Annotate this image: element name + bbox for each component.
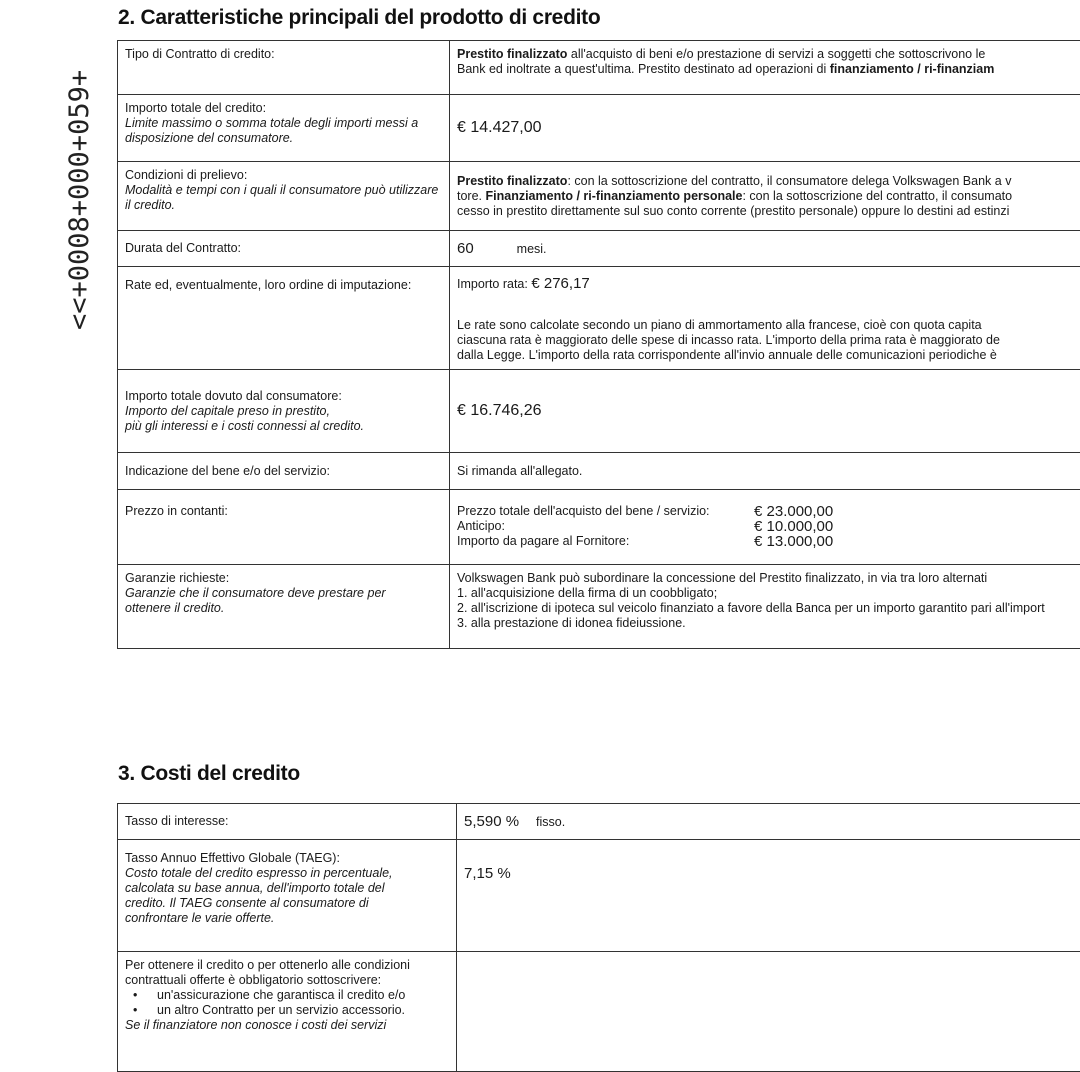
section-3-title: 3. Costi del credito [118,762,300,786]
label-cell [118,840,457,952]
row-description: confrontare le varie offerte. [125,911,449,926]
row-description: Costo totale del credito espresso in percentuale, [125,866,449,881]
row-tipo-contratto [118,41,1080,95]
margin-code-strip [62,0,110,330]
row-rate [118,267,1080,370]
label-cell [118,370,450,453]
text: tore. [457,189,486,203]
row-label: Indicazione del bene e/o del servizio: [125,464,330,478]
row-description: Modalità e tempi con i quali il consumatore può utilizzare il credito. [125,183,442,213]
margin-code: <<+0008+000+059+ [64,70,95,330]
row-description: più gli interessi e i costi connessi al credito. [125,419,442,434]
value-cell [457,952,1080,1072]
price-value: € 10.000,00 [754,519,894,534]
row-description: Importo del capitale preso in prestito, [125,404,442,419]
row-label: Garanzie richieste: [125,571,442,586]
amount-value: € 14.427,00 [457,119,542,136]
label-cell [118,41,450,95]
row-description: calcolata su base annua, dell'importo totale del [125,881,449,896]
value-cell [457,840,1080,952]
rate-note: fisso. [536,815,565,829]
value-cell [450,370,1080,453]
row-label: Tasso di interesse: [125,814,229,828]
row-obbligo-sottoscrizione [118,952,1080,1072]
price-key: Anticipo: [457,519,754,534]
duration-value: 60 [457,240,474,257]
text: Se il finanziatore non conosce i costi dei servizi [125,1018,449,1033]
list-item: 1. all'acquisizione della firma di un coobbligato; [457,586,1080,601]
installment-label: Importo rata: [457,277,528,291]
rate-value: 5,590 % [464,813,519,830]
price-key: Importo da pagare al Fornitore: [457,534,754,549]
value-cell [450,231,1080,267]
label-cell [118,804,457,840]
text: all'acquisto di beni e/o prestazione di servizi a soggetti che sottoscrivono le [567,47,985,61]
row-label: Importo totale dovuto dal consumatore: [125,389,442,404]
bullet-item: • un altro Contratto per un servizio accessorio. [125,1003,449,1018]
row-taeg [118,840,1080,952]
price-list [457,504,1080,549]
value-cell [450,95,1080,162]
value-cell [450,41,1080,95]
row-label: Durata del Contratto: [125,241,241,255]
text: ciascuna rata è maggiorato delle spese di incasso rata. L'importo della prima rata è maggiorato de [457,333,1080,348]
row-prezzo-contanti [118,490,1080,565]
row-importo-totale [118,95,1080,162]
row-condizioni-prelievo [118,162,1080,231]
label-cell [118,231,450,267]
row-bene-servizio [118,453,1080,490]
bold-term: finanziamento / ri-finanziam [830,62,995,76]
row-description: Limite massimo o somma totale degli importi messi a disposizione del consumatore. [125,116,442,146]
price-key: Prezzo totale dell'acquisto del bene / servizio: [457,504,754,519]
value-cell [450,490,1080,565]
label-cell [118,95,450,162]
label-cell [118,453,450,490]
section-2-table [117,40,1080,649]
row-label: Rate ed, eventualmente, loro ordine di imputazione: [125,278,411,292]
text: dalla Legge. L'importo della rata corrispondente all'invio annuale delle comunicazioni periodiche è [457,348,1080,363]
value-cell [450,267,1080,370]
duration-unit: mesi. [517,242,547,256]
label-cell [118,267,450,370]
label-cell [118,565,450,649]
row-label: Tasso Annuo Effettivo Globale (TAEG): [125,851,449,866]
text: : con la sottoscrizione del contratto, il consumato [742,189,1012,203]
row-label: Condizioni di prelievo: [125,168,442,183]
bold-term: Prestito finalizzato [457,47,567,61]
row-description: ottenere il credito. [125,601,442,616]
row-label: Tipo di Contratto di credito: [125,47,275,61]
value-cell [450,453,1080,490]
value-cell [450,162,1080,231]
row-importo-dovuto [118,370,1080,453]
text: cesso in prestito direttamente sul suo conto corrente (prestito personale) oppure lo destini ad estinzi [457,204,1080,219]
bold-term: Finanziamento / ri-finanziamento personale [486,189,743,203]
text: Le rate sono calcolate secondo un piano di ammortamento alla francese, cioè con quota capita [457,318,1080,333]
list-item: 3. alla prestazione di idonea fideiussione. [457,616,1080,631]
section-2-title: 2. Caratteristiche principali del prodotto di credito [118,6,600,30]
row-tasso-interesse [118,804,1080,840]
text: Per ottenere il credito o per ottenerlo alle condizioni [125,958,449,973]
installment-value: € 276,17 [531,275,589,292]
row-description: Garanzie che il consumatore deve prestare per [125,586,442,601]
label-cell [118,162,450,231]
label-cell [118,490,450,565]
row-label: Prezzo in contanti: [125,504,228,518]
price-value: € 23.000,00 [754,504,894,519]
list-item: 2. all'iscrizione di ipoteca sul veicolo finanziato a favore della Banca per un importo garantito pari all'import [457,601,1080,616]
taeg-value: 7,15 % [464,865,511,882]
text: Si rimanda all'allegato. [457,464,582,478]
label-cell [118,952,457,1072]
page-margin [0,0,116,1053]
price-value: € 13.000,00 [754,534,894,549]
text: Bank ed inoltrate a quest'ultima. Prestito destinato ad operazioni di [457,62,830,76]
row-description: credito. Il TAEG consente al consumatore di [125,896,449,911]
bullet-item: • un'assicurazione che garantisca il credito e/o [125,988,449,1003]
value-cell [457,804,1080,840]
text: contrattuali offerte è obbligatorio sottoscrivere: [125,973,449,988]
text: : con la sottoscrizione del contratto, il consumatore delega Volkswagen Bank a v [567,174,1011,188]
value-cell [450,565,1080,649]
amount-value: € 16.746,26 [457,402,542,419]
row-garanzie [118,565,1080,649]
row-durata [118,231,1080,267]
bold-term: Prestito finalizzato [457,174,567,188]
section-3-table [117,803,1080,1072]
text: Volkswagen Bank può subordinare la concessione del Prestito finalizzato, in via tra loro alternati [457,571,1080,586]
row-label: Importo totale del credito: [125,101,442,116]
